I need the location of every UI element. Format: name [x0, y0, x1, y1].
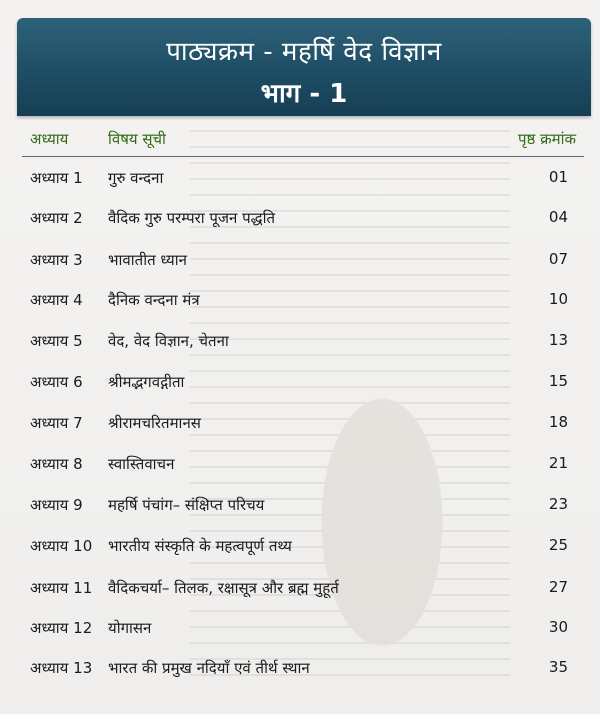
table-header — [0, 126, 600, 152]
chapter-label: अध्याय 4 — [30, 291, 83, 309]
chapter-label: अध्याय 11 — [30, 579, 93, 597]
table-row — [0, 323, 600, 363]
chapter-title: गुरु वन्दना — [108, 169, 164, 187]
table-row — [0, 242, 600, 282]
chapter-label: अध्याय 10 — [30, 537, 93, 555]
page-number: 18 — [548, 413, 568, 431]
table-row — [0, 160, 600, 200]
table-row — [0, 650, 600, 690]
page-number: 01 — [548, 168, 568, 186]
chapter-title: वेद, वेद विज्ञान, चेतना — [108, 332, 229, 350]
chapter-label: अध्याय 7 — [30, 414, 83, 432]
chapter-title: स्वास्तिवाचन — [108, 455, 175, 473]
chapter-label: अध्याय 8 — [30, 455, 83, 473]
page-number: 35 — [548, 658, 568, 676]
chapter-title: श्रीरामचरितमानस — [108, 414, 201, 432]
chapter-label: अध्याय 5 — [30, 332, 83, 350]
page-number: 07 — [548, 250, 568, 268]
table-row — [0, 405, 600, 445]
page-number: 04 — [548, 208, 568, 226]
chapter-title: योगासन — [108, 619, 152, 637]
header-divider — [22, 156, 584, 157]
table-row — [0, 528, 600, 568]
chapter-title: भारत की प्रमुख नदियाँ एवं तीर्थ स्थान — [108, 659, 310, 677]
page-number: 15 — [548, 372, 568, 390]
table-row — [0, 487, 600, 527]
chapter-title: भारतीय संस्कृति के महत्वपूर्ण तथ्य — [108, 537, 292, 555]
chapter-title: श्रीमद्भगवद्गीता — [108, 373, 185, 391]
table-row — [0, 282, 600, 322]
chapter-label: अध्याय 12 — [30, 619, 93, 637]
chapter-label: अध्याय 3 — [30, 251, 83, 269]
header-page-number: पृष्ठ क्रमांक — [517, 130, 576, 148]
chapter-label: अध्याय 1 — [30, 169, 83, 187]
table-row — [0, 610, 600, 650]
page-number: 10 — [548, 290, 568, 308]
page-number: 25 — [548, 536, 568, 554]
page-number: 21 — [548, 454, 568, 472]
page-number: 23 — [548, 495, 568, 513]
table-row — [0, 446, 600, 486]
chapter-title: महर्षि पंचांग– संक्षिप्त परिचय — [108, 496, 265, 514]
chapter-label: अध्याय 13 — [30, 659, 93, 677]
chapter-label: अध्याय 9 — [30, 496, 83, 514]
chapter-label: अध्याय 2 — [30, 209, 83, 227]
title-banner — [17, 18, 591, 116]
chapter-title: भावातीत ध्यान — [108, 251, 187, 269]
table-row — [0, 364, 600, 404]
chapter-title: वैदिक गुरु परम्परा पूजन पद्धति — [108, 209, 276, 227]
page-number: 27 — [548, 578, 568, 596]
header-chapter: अध्याय — [30, 130, 69, 148]
chapter-label: अध्याय 6 — [30, 373, 83, 391]
page-title: पाठ्यक्रम - महर्षि वेद विज्ञान — [166, 37, 442, 67]
page-number: 30 — [548, 618, 568, 636]
chapter-title: वैदिकचर्या– तिलक, रक्षासूत्र और ब्रह्म मुहूर्त — [108, 579, 339, 597]
page-number: 13 — [548, 331, 568, 349]
table-row — [0, 570, 600, 610]
chapter-title: दैनिक वन्दना मंत्र — [108, 291, 200, 309]
table-row — [0, 200, 600, 240]
page-subtitle: भाग - 1 — [260, 79, 348, 109]
header-contents: विषय सूची — [108, 130, 166, 148]
